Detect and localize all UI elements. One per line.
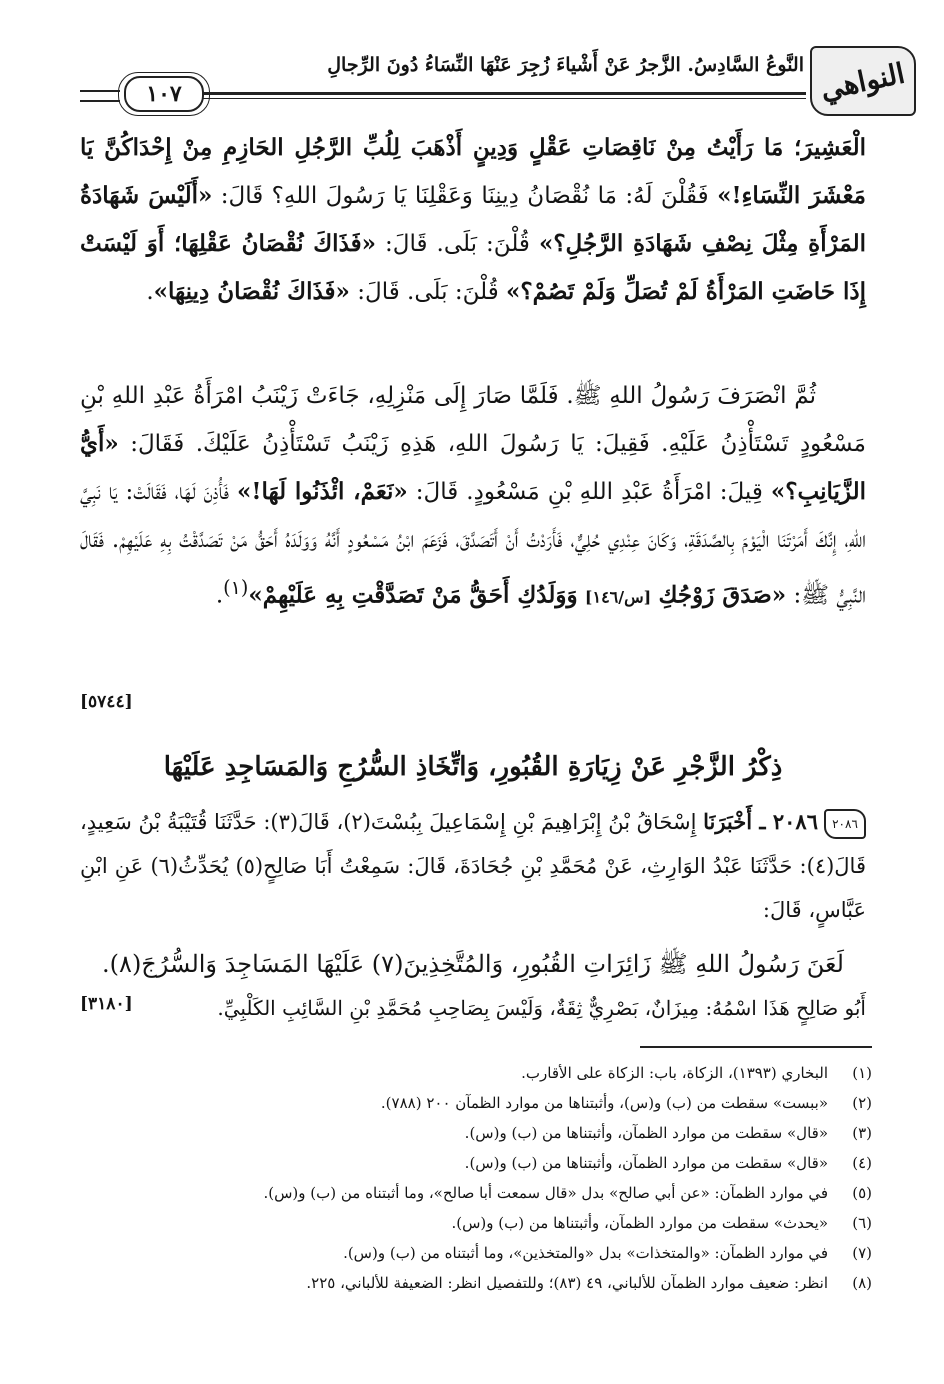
hadith-ref-number: [٣١٨٠]	[80, 994, 133, 1014]
footnote	[120, 1238, 872, 1268]
paragraph-1	[80, 124, 866, 316]
footnote	[120, 1088, 872, 1118]
akhbarana-word: أَخْبَرَنَا	[703, 809, 753, 834]
prophet-speech: «فَذَاكَ نُقْصَانُ دِينِهَا»	[153, 278, 350, 305]
footnote	[120, 1118, 872, 1148]
footnote	[120, 1268, 872, 1298]
footnote-number: (٥)	[852, 1184, 872, 1202]
section-heading: ذِكْرُ الزَّجْرِ عَنْ زِيَارَةِ القُبُورِ، وَاتِّخَاذِ السُّرُجِ وَالمَسَاجِدِ عَلَيْهَا	[163, 752, 783, 782]
footnote-text: في موارد الظمآن: «والمتخذات» بدل «والمتخذين»، وما أثبتناه من (ب) و(س).	[343, 1244, 828, 1262]
isnad-text: إِسْحَاقُ بْنُ إِبْرَاهِيمَ بْنِ إِسْمَاعِيلَ بِبُسْتَ(٢)، قَالَ(٣): حَدَّثَنَا قُتَيْبَةُ بْنُ سَعِيدٍ، قَالَ(٤): حَدَّثَنَا عَبْدُ الوَارِثِ، عَنْ مُحَمَّدِ بْنِ جُحَادَةَ، قَالَ: سَمِعْتُ أَبَا صَالِحٍ(٥) يُحَدِّثُ(٦) عَنِ ابْنِ عَبَّاسٍ، قَالَ:	[80, 810, 866, 922]
page-header	[60, 40, 916, 118]
footnote	[120, 1058, 872, 1088]
footnote-text: «قال» سقطت من موارد الظمآن، وأثبتناها من (ب) و(س).	[464, 1124, 828, 1142]
narration-text: .	[215, 582, 224, 609]
header-rule	[152, 92, 806, 95]
page-number: ١٠٧	[124, 76, 204, 112]
prophet-speech: «أَلَيْسَ شَهَادَةُ المَرْأَةِ مِثْلَ نِصْفِ شَهَادَةِ الرَّجُلِ؟»	[80, 182, 867, 257]
footnote-number: (٤)	[852, 1154, 872, 1172]
footnote-text: البخاري (١٣٩٣)، الزكاة، باب: الزكاة على الأقارب.	[521, 1064, 828, 1082]
narration-text: ثُمَّ انْصَرَفَ رَسُولُ اللهِ ﷺ. فَلَمَّا صَارَ إِلَى مَنْزِلِهِ، جَاءَتْ زَيْنَبُ امْرَأَةُ عَبْدِ اللهِ بْنِ مَسْعُودٍ تَسْتَأْذِنُ عَلَيْهِ. فَقِيلَ: يَا رَسُولَ اللهِ، هَذِهِ زَيْنَبُ تَسْتَأْذِنُ عَلَيْكَ. فَقَالَ:	[80, 383, 866, 457]
prophet-speech: وَوَلَدُكِ أَحَقُّ مَنْ تَصَدَّقْتِ بِهِ عَلَيْهِمْ»	[248, 581, 578, 609]
footnote	[120, 1208, 872, 1238]
chapter-ornament	[810, 46, 916, 116]
hadith-isnad	[80, 800, 866, 932]
paragraph-2	[80, 372, 866, 622]
footnote-text: «ببست» سقطت من (ب) و(س)، وأثبتناها من موارد الظمآن ٢٠٠ (٧٨٨).	[380, 1094, 828, 1112]
running-title: النَّوعُ السَّادِسُ. الزَّجرُ عَنْ أَشْياءَ زُجِرَ عَنْهَا النِّسَاءُ دُونَ الرِّجالِ	[327, 54, 804, 76]
footnote-number: (٧)	[852, 1244, 872, 1262]
hadith-comment: أَبُو صَالِحٍ هَذَا اسْمُهُ: مِيزَانٌ، بَصْرِيٌّ ثِقَةٌ، وَلَيْسَ بِصَاحِبِ مُحَمَّدِ بْنِ السَّائِبِ الكَلْبِيِّ.	[217, 996, 866, 1020]
footnote-number: (٦)	[852, 1214, 872, 1232]
footnote-marker: (١)	[223, 576, 249, 599]
prophet-speech: «نَعَمْ، ائْذَنُوا لَهَا!»	[237, 478, 408, 505]
narration-text: فَأُذِنَ لَهَا، فَقَالَتْ: يَا نَبِيَّ اللهِ، إِنَّكَ أَمَرْتَنَا الْيَوْمَ بِالصَّدَقَةِ، وَكَانَ عِنْدِي حُلِيٌّ، فَأَرَدْتُ أَنْ أَتَصَدَّقَ، فَزَعَمَ ابْنُ مَسْعُودٍ أَنَّهُ وَوَلَدَهُ أَحَقُّ مَنْ تَصَدَّقْتُ بِهِ عَلَيْهِمْ. فَقَالَ النَّبِيُّ ﷺ:	[80, 479, 866, 609]
footnote-text: في موارد الظمآن: «عن أبي صالح» بدل «قال سمعت أبا صالح»، وما أثبتناه من (ب) و(س).	[263, 1184, 828, 1202]
prophet-speech: «فَذَاكَ نُقْصَانُ عَقْلِهَا؛ أَوَ لَيْسَتْ إِذَا حَاضَتِ المَرْأَةُ لَمْ تُصَلِّ وَلَمْ تَصُمْ؟»	[80, 230, 866, 305]
prophet-speech: «أَيُّ الزَّيَانِبِ؟»	[80, 430, 866, 505]
chapter-label: النواهي	[817, 56, 909, 106]
narration-text: قُلْنَ: بَلَى. قَالَ:	[349, 279, 507, 305]
hadith-ref-number: [٥٧٤٤]	[80, 692, 133, 712]
footnote-number: (١)	[852, 1064, 872, 1082]
footnote-text: «قال» سقطت من موارد الظمآن، وأثبتناها من (ب) و(س).	[464, 1154, 828, 1172]
hadith-matn: لَعَنَ رَسُولُ اللهِ ﷺ زَائِرَاتِ القُبُورِ، وَالمُتَّخِذِينَ(٧) عَلَيْهَا المَسَاجِدَ وَالسُّرُجَ(٨).	[102, 950, 844, 978]
footnotes	[120, 1058, 872, 1298]
footnote-number: (٢)	[852, 1094, 872, 1112]
narration-text: قُلْنَ: بَلَى. قَالَ:	[376, 231, 539, 257]
footnote-divider	[640, 1046, 872, 1048]
manuscript-page-ref: [س/١٤٦]	[584, 587, 652, 607]
prophet-speech: الْعَشِيرَ؛ مَا رَأَيْتُ مِنْ نَاقِصَاتِ عَقْلٍ وَدِينٍ أَذْهَبَ لِلُبِّ الرَّجُلِ الحَازِمِ مِنْ إِحْدَاكُنَّ يَا مَعْشَرَ النِّسَاءِ!»	[80, 134, 866, 209]
narration-text: فَقُلْنَ لَهُ: مَا نُقْصَانُ دِينِنَا وَعَقْلِنَا يَا رَسُولَ اللهِ؟ قَالَ:	[212, 183, 718, 209]
narration-text: قِيلَ: امْرَأَةُ عَبْدِ اللهِ بْنِ مَسْعُودٍ. قَالَ:	[407, 479, 771, 505]
narration-text: .	[146, 279, 154, 305]
prophet-speech: «صَدَقَ زَوْجُكِ	[658, 581, 787, 609]
footnote-text: «يحدث» سقطت من موارد الظمآن، وأثبتناها من (ب) و(س).	[451, 1214, 828, 1232]
footnote	[120, 1148, 872, 1178]
header-rule-thin	[152, 98, 806, 99]
footnote-number: (٣)	[852, 1124, 872, 1142]
page-number-dashes	[80, 90, 120, 102]
footnote	[120, 1178, 872, 1208]
footnote-number: (٨)	[852, 1274, 872, 1292]
footnote-text: انظر: ضعيف موارد الظمآن للألباني، ٤٩ (٨٣)؛ وللتفصيل انظر: الضعيفة للألباني، ٢٢٥.	[306, 1274, 828, 1292]
hadith-number: ٢٠٨٦ ـ	[752, 809, 818, 834]
hadith-ornament-icon: ٢٠٨٦	[824, 809, 866, 839]
